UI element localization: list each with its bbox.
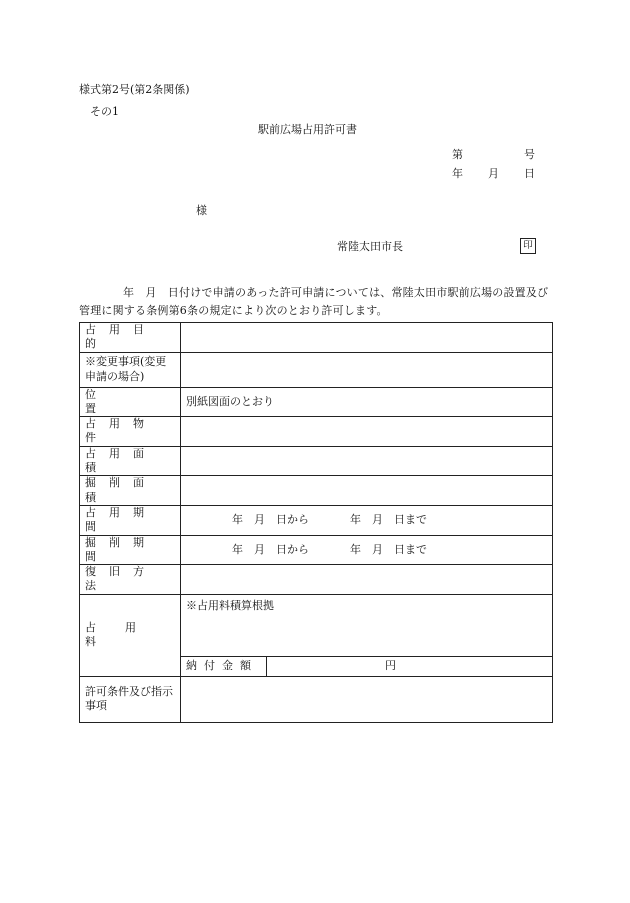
value-area[interactable] <box>181 446 553 476</box>
row-label: 復旧方法 <box>85 565 157 593</box>
table-row <box>80 323 553 353</box>
addressee-suffix: 様 <box>196 204 207 217</box>
table-row <box>80 446 553 476</box>
value-purpose[interactable] <box>181 323 553 353</box>
table-row <box>80 594 553 656</box>
value-dig-area[interactable] <box>181 476 553 506</box>
payment-amount[interactable] <box>267 656 553 676</box>
row-label: 占用物件 <box>85 417 157 445</box>
label-location <box>80 387 181 417</box>
seal-char: 印 <box>523 240 533 251</box>
sub-reference: その1 <box>90 105 119 118</box>
label-area <box>80 446 181 476</box>
row-label: 占用期間 <box>85 505 157 534</box>
row-label: 占用目的 <box>85 323 157 351</box>
row-label: 占用料 <box>85 620 165 649</box>
row-label: 占用面積 <box>85 446 157 475</box>
fee-basis-note: ※占用料積算根拠 <box>186 598 274 612</box>
payment-label <box>181 656 267 676</box>
table-row <box>80 535 553 565</box>
body-paragraph: 年 月 日付けで申請のあった許可申請については、常陸太田市駅前広場の設置及び管理に関する条例第6条の規定により次のとおり許可します。 <box>79 286 549 317</box>
table-row <box>80 417 553 447</box>
dig-period-from: 年 月 日から <box>232 542 309 556</box>
value-change[interactable] <box>181 352 553 387</box>
value-restore[interactable] <box>181 565 553 595</box>
number-label-right: 号 <box>524 148 535 161</box>
label-dig-period <box>80 535 181 565</box>
table-row <box>80 476 553 506</box>
period-from: 年 月 日から <box>232 513 309 527</box>
permit-table <box>79 322 553 723</box>
label-conditions: 許可条件及び指示事項 <box>80 676 181 722</box>
row-label: 掘削期間 <box>85 535 157 563</box>
table-row <box>80 387 553 417</box>
number-label-left: 第 <box>452 148 463 161</box>
value-object[interactable] <box>181 417 553 447</box>
date-year-label: 年 <box>452 167 463 180</box>
period-range <box>186 513 547 527</box>
label-purpose <box>80 323 181 353</box>
issuer-name: 常陸太田市長 <box>337 240 403 253</box>
label-fee <box>80 594 181 676</box>
value-period[interactable] <box>181 505 553 535</box>
row-label: 位置 <box>85 387 154 415</box>
date-month-label: 月 <box>488 167 499 180</box>
currency-unit: 円 <box>385 659 396 673</box>
table-row <box>80 565 553 595</box>
label-period <box>80 505 181 535</box>
label-restore <box>80 565 181 595</box>
value-conditions[interactable] <box>181 676 553 722</box>
label-dig-area <box>80 476 181 506</box>
dig-period-range <box>186 543 547 557</box>
date-day-label: 日 <box>524 167 535 180</box>
table-row <box>80 676 553 722</box>
label-purpose-text <box>85 323 175 352</box>
label-change: ※変更事項(変更申請の場合) <box>80 352 181 387</box>
label-object <box>80 417 181 447</box>
row-label: 掘削面積 <box>85 476 157 504</box>
dig-period-to: 年 月 日まで <box>350 542 427 556</box>
seal-box <box>520 238 536 254</box>
table-row <box>80 505 553 535</box>
value-location[interactable]: 別紙図面のとおり <box>181 387 553 417</box>
value-dig-period[interactable] <box>181 535 553 565</box>
period-to: 年 月 日まで <box>350 513 427 527</box>
table-row <box>80 352 553 387</box>
form-reference: 様式第2号(第2条関係) <box>79 83 190 96</box>
payment-label-text: 納付金額 <box>186 659 258 673</box>
page-title: 駅前広場占用許可書 <box>258 123 357 136</box>
fee-basis-cell[interactable] <box>181 594 553 656</box>
